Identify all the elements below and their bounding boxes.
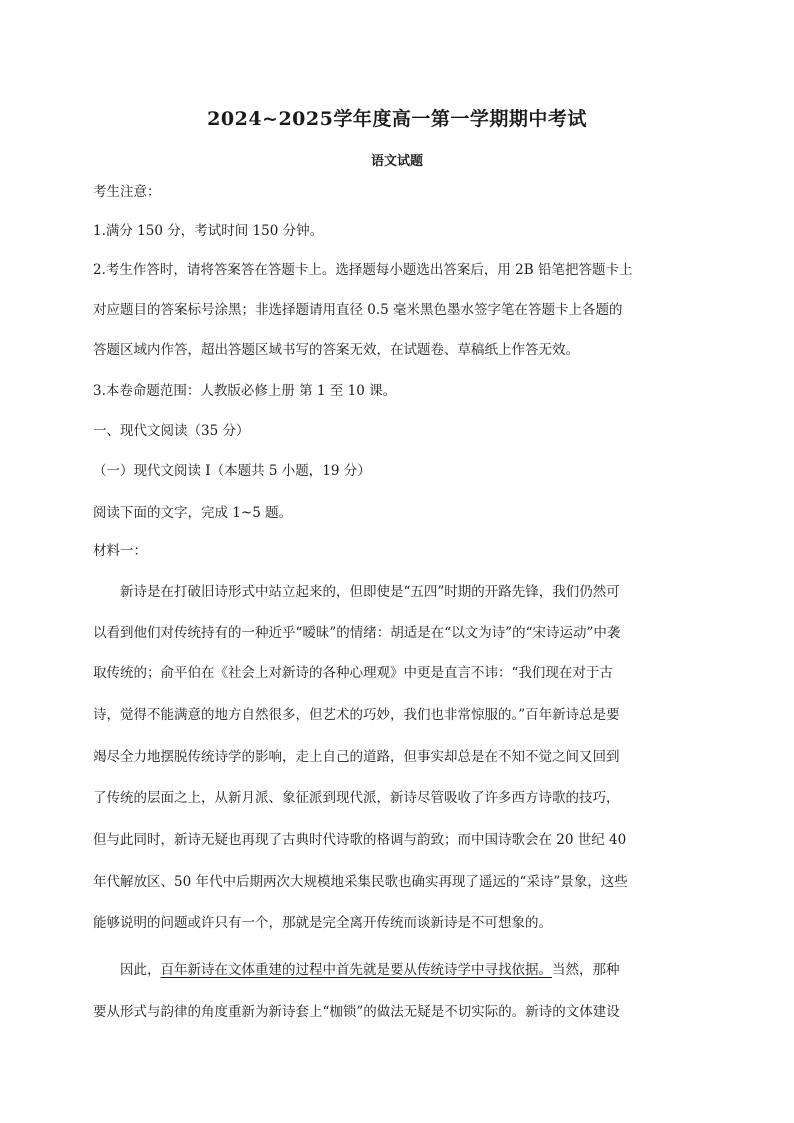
underlined-key-sentence: 百年新诗在文体重建的过程中首先就是要从传统诗学中寻找依据。: [160, 962, 552, 978]
passage-text: 当然，那种: [552, 962, 620, 978]
exam-subtitle: 语文试题: [370, 154, 423, 169]
passage-line: 取传统的；俞平伯在《社会上对新诗的各种心理观》中更是直言不讳：“我们现在对于古: [93, 665, 613, 681]
notice-item: 对应题目的答案标号涂黑；非选择题请用直径 0.5 毫米黑色墨水签字笔在答题卡上各题的: [93, 302, 623, 318]
passage-line: 竭尽全力地摆脱传统诗学的影响，走上自己的道路，但事实却总是在不知不觉之间又回到: [93, 749, 620, 765]
passage-line: 新诗是在打破旧诗形式中站立起来的，但即使是“五四”时期的开路先锋，我们仍然可: [120, 584, 620, 600]
exam-title: 2024~2025学年度高一第一学期期中考试: [207, 108, 587, 130]
passage-line: 但与此同时，新诗无疑也再现了古典时代诗歌的格调与韵致；而中国诗歌会在 20 世纪 40: [93, 832, 627, 848]
passage-line: [120, 960, 713, 980]
section-heading: 一、现代文阅读（35 分）: [93, 423, 250, 439]
notice-item: 2.考生作答时，请将答案答在答题卡上。选择题每小题选出答案后，用 2B 铅笔把答题卡上: [93, 262, 633, 278]
notice-item: 答题区域内作答，超出答题区域书写的答案无效，在试题卷、草稿纸上作答无效。: [93, 342, 579, 358]
passage-text: 因此，: [120, 962, 161, 978]
notice-heading: 考生注意：: [93, 184, 161, 200]
passage-line: 年代解放区、50 年代中后期两次大规模地采集民歌也确实再现了遥远的“采诗”景象，这些: [93, 874, 628, 890]
section-sub-heading: （一）现代文阅读 I（本题共 5 小题，19 分）: [93, 463, 371, 479]
passage-line: 了传统的层面之上，从新月派、象征派到现代派，新诗尽管吸收了许多西方诗歌的技巧，: [93, 790, 620, 806]
material-label: 材料一：: [93, 543, 147, 559]
reading-instruction: 阅读下面的文字，完成 1~5 题。: [93, 505, 293, 521]
notice-item: 1.满分 150 分，考试时间 150 分钟。: [93, 223, 324, 239]
passage-line: 要从形式与韵律的角度重新为新诗套上“枷锁”的做法无疑是不切实际的。新诗的文体建设: [93, 1004, 620, 1020]
passage-line: 诗，觉得不能满意的地方自然很多，但艺术的巧妙，我们也非常惊服的。”百年新诗总是要: [93, 707, 620, 723]
passage-line: 以看到他们对传统持有的一种近乎“暧昧”的情绪：胡适是在“以文为诗”的“宋诗运动”中袭: [93, 625, 621, 641]
passage-line: 能够说明的问题或许只有一个，那就是完全离开传统而谈新诗是不可想象的。: [93, 915, 552, 931]
notice-item: 3.本卷命题范围：人教版必修上册 第 1 至 10 课。: [93, 383, 397, 399]
